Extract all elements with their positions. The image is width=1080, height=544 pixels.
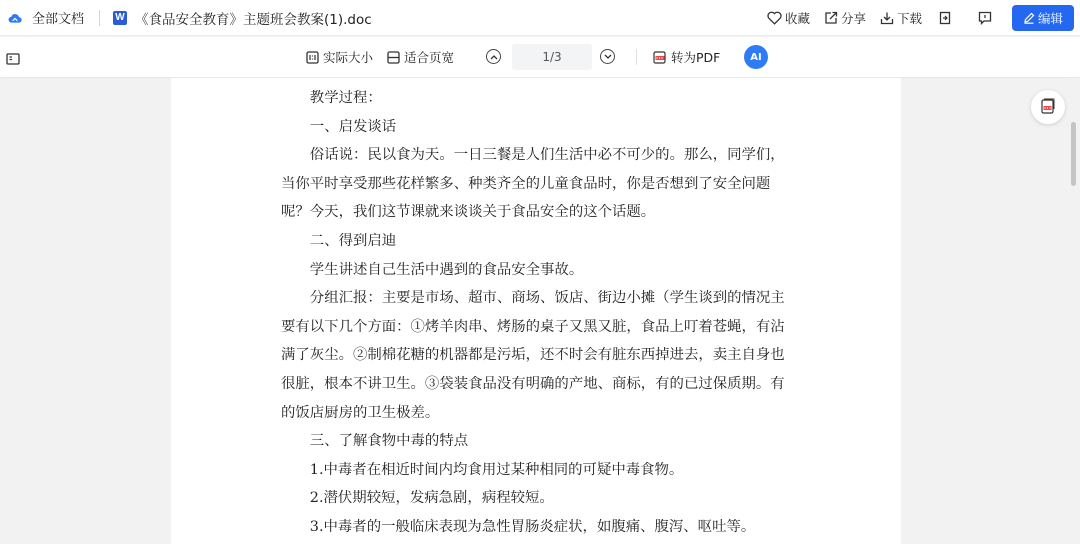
document-page xyxy=(171,78,901,544)
prev-page-button[interactable] xyxy=(486,49,501,64)
section-heading: 三、了解食物中毒的特点 xyxy=(309,433,469,450)
comment-button[interactable] xyxy=(978,11,992,25)
scrollbar-thumb[interactable] xyxy=(1071,122,1076,186)
divider xyxy=(99,10,100,26)
sidebar-toggle-icon xyxy=(6,53,20,65)
share-button[interactable] xyxy=(824,9,866,27)
download-button[interactable] xyxy=(880,9,922,27)
fit-width-label: 适合页宽 xyxy=(404,50,455,65)
fit-width-icon xyxy=(387,51,400,64)
next-page-button[interactable] xyxy=(600,49,615,64)
word-doc-icon: W xyxy=(113,11,127,25)
convert-pdf-label: 转为PDF xyxy=(671,50,721,65)
sidebar-toggle-button[interactable] xyxy=(6,50,20,69)
open-in-app-button[interactable] xyxy=(938,11,952,25)
download-label: 下载 xyxy=(896,11,922,26)
top-bar xyxy=(0,0,1080,36)
actual-size-label: 实际大小 xyxy=(323,50,374,65)
heart-icon xyxy=(767,11,782,25)
document-body xyxy=(281,84,793,542)
download-icon xyxy=(880,11,894,25)
paragraph: 分组汇报：主要是市场、超市、商场、饭店、街边小摊（学生谈到的情况主要有以下几个方面：①烤羊肉串、烤肠的桌子又黑又脏，食品上叮着苍蝇，有沾满了灰尘。②制棉花糖的机器都是污垢，还不时会有脏东西掉进去，卖主自身也很脏，根本不讲卫生。③袋装食品没有明确的产地、商标，有的已过保质期。有的饭店厨房的卫生极差。 xyxy=(281,290,785,421)
list-item: 3.中毒者的一般临床表现为急性胃肠炎症状，如腹痛、腹泻、呕吐等。 xyxy=(309,518,756,535)
favorite-button[interactable] xyxy=(767,9,810,27)
all-docs-link[interactable]: 全部文档 xyxy=(32,12,85,27)
edit-label: 编辑 xyxy=(1037,11,1063,26)
share-icon xyxy=(824,11,838,25)
section-heading: 一、启发谈话 xyxy=(309,118,397,135)
cloud-icon[interactable] xyxy=(8,11,22,25)
floating-pdf-tool-button[interactable] xyxy=(1031,90,1065,124)
paragraph: 俗话说：民以食为天。一日三餐是人们生活中必不可少的。那么，同学们，当你平时享受那些花样繁多、种类齐全的儿童食品时，你是否想到了安全问题呢？今天，我们这节课就来谈谈关于食品安全的这个话题。 xyxy=(281,147,785,221)
chevron-down-icon xyxy=(604,54,612,60)
share-label: 分享 xyxy=(840,11,866,26)
toolbar-divider xyxy=(636,49,637,65)
favorite-label: 收藏 xyxy=(784,11,810,26)
chevron-up-icon xyxy=(490,54,498,60)
list-item: 2.潜伏期较短，发病急剧，病程较短。 xyxy=(309,490,554,507)
pdf-convert-icon xyxy=(1039,98,1057,116)
ai-assistant-button[interactable]: AI xyxy=(744,45,768,69)
convert-pdf-button[interactable] xyxy=(653,48,720,66)
actual-size-button[interactable] xyxy=(306,48,373,66)
fit-width-button[interactable] xyxy=(387,48,454,66)
paragraph: 学生讲述自己生活中遇到的食品安全事故。 xyxy=(309,261,584,278)
section-heading: 二、得到启迪 xyxy=(309,232,397,249)
pdf-icon xyxy=(653,51,667,64)
list-item: 1.中毒者在相近时间内均食用过某种相同的可疑中毒食物。 xyxy=(309,461,684,478)
edit-button[interactable] xyxy=(1012,5,1074,31)
document-title: 《食品安全教育》主题班会教案(1).doc xyxy=(135,11,372,28)
comment-icon xyxy=(978,11,992,25)
paragraph: 教学过程： xyxy=(309,90,382,106)
view-toolbar xyxy=(0,37,1080,77)
top-actions xyxy=(753,4,1074,32)
actual-size-icon xyxy=(306,51,319,64)
page-indicator[interactable]: 1/3 xyxy=(512,44,592,70)
edit-icon xyxy=(1023,12,1035,24)
open-in-app-icon xyxy=(938,11,952,25)
